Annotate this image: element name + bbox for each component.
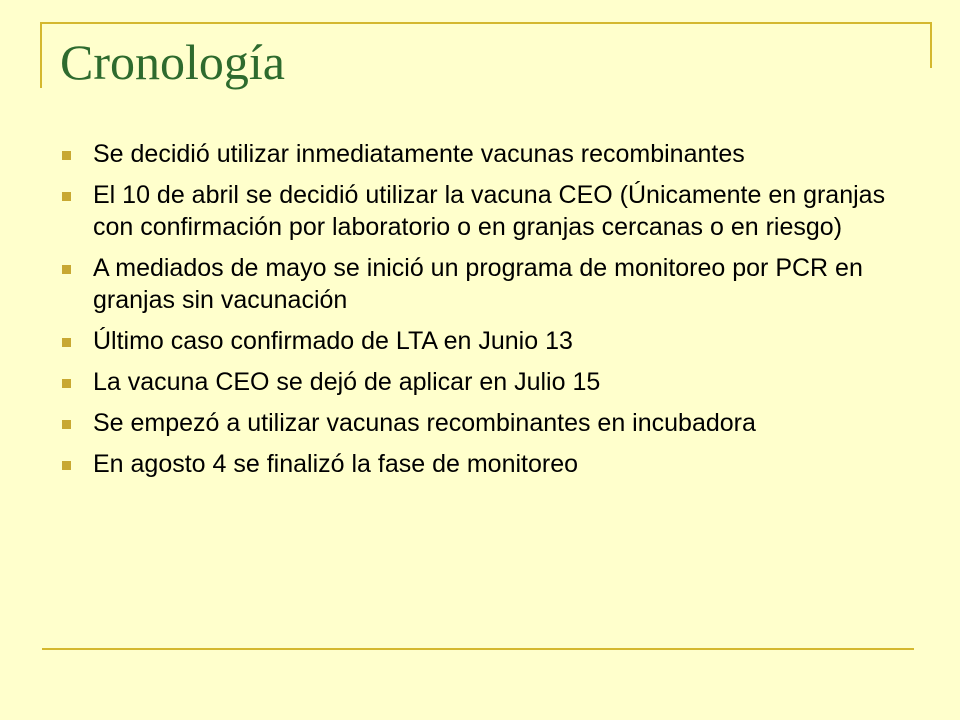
bullet-item xyxy=(62,179,912,243)
bullet-item xyxy=(62,366,912,398)
bullet-item xyxy=(62,138,912,170)
bullet-text: La vacuna CEO se dejó de aplicar en Julio 15 xyxy=(93,368,601,396)
bullet-text: Se decidió utilizar inmediatamente vacunas recombinantes xyxy=(93,140,745,168)
bullet-item xyxy=(62,407,912,439)
bullet-item xyxy=(62,252,912,316)
frame-line-left xyxy=(40,22,42,88)
square-bullet-icon xyxy=(62,265,71,274)
frame-line-top xyxy=(40,22,932,24)
square-bullet-icon xyxy=(62,379,71,388)
slide-title: Cronología xyxy=(60,34,285,90)
square-bullet-icon xyxy=(62,151,71,160)
bullet-text: Último caso confirmado de LTA en Junio 13 xyxy=(93,327,573,355)
frame-line-bottom xyxy=(42,648,914,650)
square-bullet-icon xyxy=(62,420,71,429)
square-bullet-icon xyxy=(62,461,71,470)
frame-line-right xyxy=(930,22,932,68)
square-bullet-icon xyxy=(62,192,71,201)
bullet-item xyxy=(62,448,912,480)
bullet-item xyxy=(62,325,912,357)
bullet-text: El 10 de abril se decidió utilizar la vacuna CEO (Únicamente en granjas con confirmación por laboratorio o en granjas cercanas o en riesgo) xyxy=(93,181,886,241)
bullet-text: Se empezó a utilizar vacunas recombinantes en incubadora xyxy=(93,409,756,437)
bullet-text: A mediados de mayo se inició un programa de monitoreo por PCR en granjas sin vacunación xyxy=(93,254,863,314)
bullet-text: En agosto 4 se finalizó la fase de monitoreo xyxy=(93,450,579,478)
square-bullet-icon xyxy=(62,338,71,347)
bullet-list xyxy=(62,138,912,489)
